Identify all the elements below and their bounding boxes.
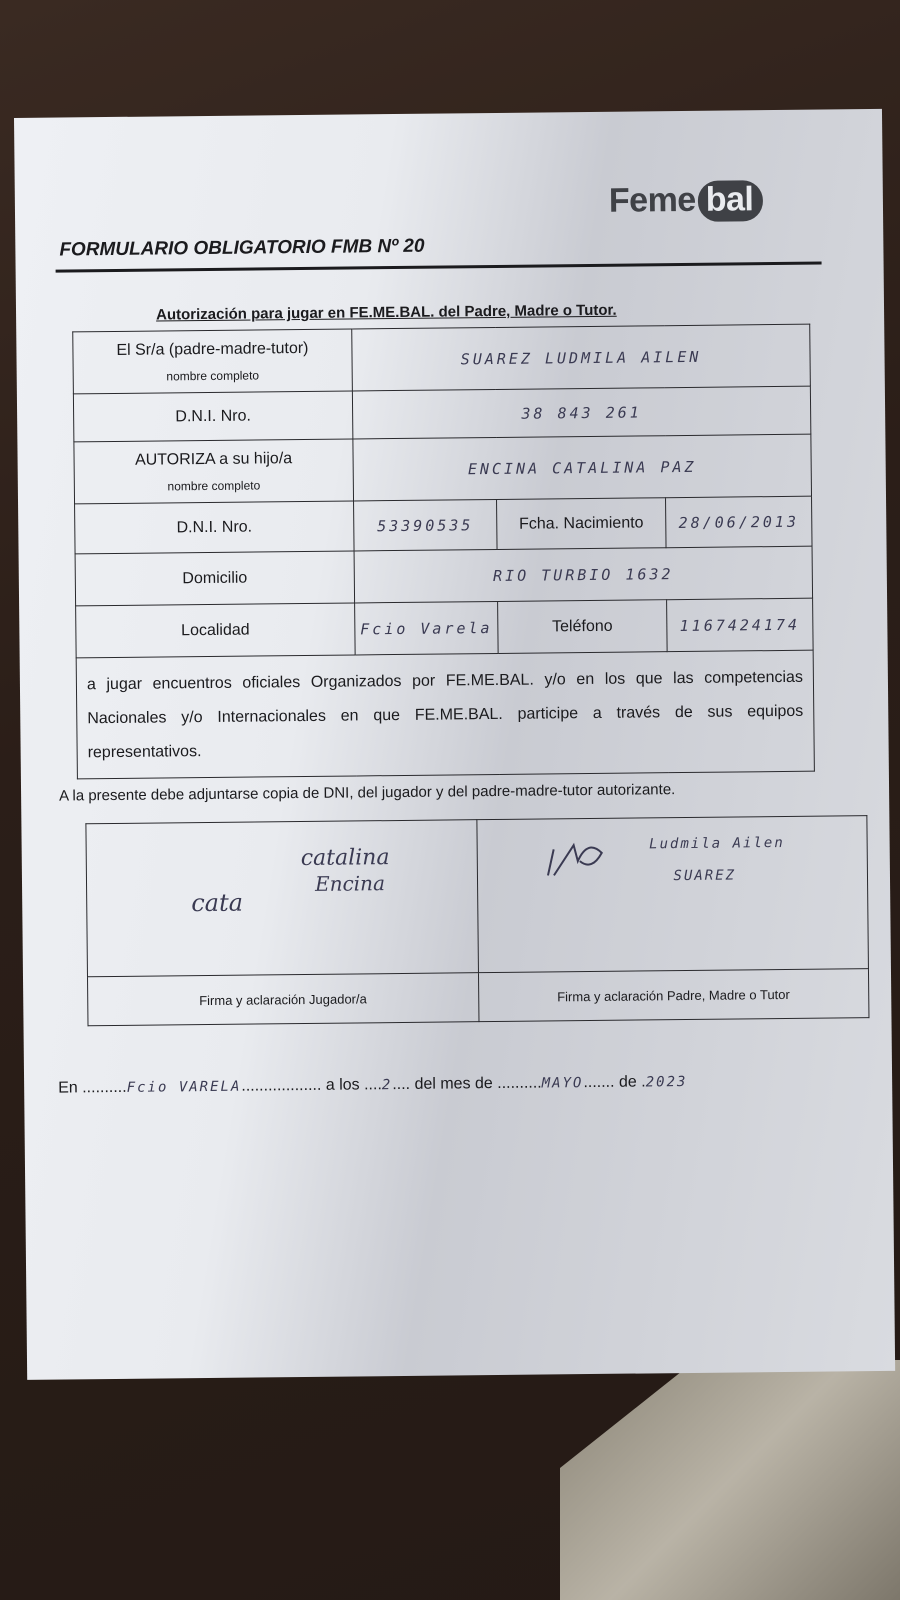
- place-en-label: En: [58, 1079, 78, 1097]
- phone-value[interactable]: 1167424174: [667, 598, 814, 652]
- child-row: [74, 434, 812, 504]
- address-value[interactable]: RIO TURBIO 1632: [354, 546, 813, 603]
- authorization-paragraph: a jugar encuentros oficiales Organizados por FE.ME.BAL. y/o en los que las competencias Nacionales y/o Internacionales en que FE.ME.BAL. participe a través de sus equipos representativos.: [76, 650, 814, 779]
- form-title: FORMULARIO OBLIGATORIO FMB Nº 20: [59, 235, 425, 261]
- parent-signature-mark: [543, 831, 614, 882]
- place-day-value[interactable]: 2: [381, 1077, 393, 1094]
- child-dni-value[interactable]: 53390535: [354, 499, 498, 550]
- parent-name-handwritten-1: Ludmila Ailen: [649, 834, 785, 853]
- child-sublabel: nombre completo: [167, 477, 261, 493]
- birth-date-value[interactable]: 28/06/2013: [666, 496, 813, 548]
- child-label: AUTORIZA a su hijo/a: [134, 449, 293, 469]
- signature-table: [85, 815, 869, 1026]
- place-a-los-label: a los: [325, 1076, 360, 1094]
- parent-name-handwritten-2: SUAREZ: [673, 867, 737, 885]
- parent-dni-value[interactable]: 38 843 261: [352, 386, 810, 439]
- parent-label-cell: [73, 329, 353, 394]
- child-dni-label: D.N.I. Nro.: [75, 501, 355, 554]
- parent-dni-label: D.N.I. Nro.: [73, 391, 352, 442]
- birth-date-label: Fcha. Nacimiento: [497, 498, 667, 550]
- player-signature-scrawl: cata: [191, 888, 244, 918]
- authorization-form-sheet: [14, 109, 895, 1380]
- parent-signature-label: Firma y aclaración Padre, Madre o Tutor: [478, 969, 869, 1022]
- femebal-logo: Feme bal: [609, 180, 764, 223]
- player-signature-box[interactable]: [86, 820, 478, 977]
- city-row: [76, 598, 814, 658]
- city-value[interactable]: Fcio Varela: [355, 601, 499, 654]
- phone-label: Teléfono: [498, 600, 668, 654]
- form-subtitle: Autorización para jugar en FE.ME.BAL. del Padre, Madre o Tutor.: [155, 301, 617, 324]
- attachment-note: A la presente debe adjuntarse copia de DNI, del jugador y del padre-madre-tutor autorizante.: [59, 781, 676, 805]
- place-del-mes-label: del mes de: [414, 1075, 493, 1093]
- parent-signature-box[interactable]: [476, 816, 868, 973]
- city-label: Localidad: [76, 603, 356, 658]
- player-signature-label: Firma y aclaración Jugador/a: [87, 973, 478, 1026]
- player-name-handwritten-1: catalina: [300, 845, 390, 872]
- address-label: Domicilio: [75, 551, 355, 606]
- place-de-label: de: [618, 1073, 637, 1091]
- place-month-value[interactable]: MAYO: [541, 1075, 584, 1092]
- place-city-value[interactable]: Fcio VARELA: [126, 1078, 242, 1096]
- parent-name-value[interactable]: SUAREZ LUDMILA AILEN: [352, 324, 811, 391]
- place-date-line: En ..........Fcio VARELA.................. a los ....2.... del mes de ..........MAYO....... de .2023: [58, 1073, 688, 1097]
- player-name-handwritten-2: Encina: [314, 871, 386, 896]
- place-year-value[interactable]: 2023: [645, 1074, 688, 1091]
- child-dni-row: [75, 496, 812, 554]
- child-name-value[interactable]: ENCINA CATALINA PAZ: [353, 434, 812, 501]
- authorization-table: [72, 324, 815, 780]
- parent-dni-row: [73, 386, 810, 442]
- parent-row: [73, 324, 811, 394]
- parent-sublabel: nombre completo: [166, 367, 260, 383]
- parent-label: El Sr/a (padre-madre-tutor): [116, 339, 309, 359]
- paragraph-row: [76, 650, 814, 779]
- title-divider: [56, 262, 822, 273]
- child-label-cell: [74, 439, 354, 504]
- address-row: [75, 546, 813, 606]
